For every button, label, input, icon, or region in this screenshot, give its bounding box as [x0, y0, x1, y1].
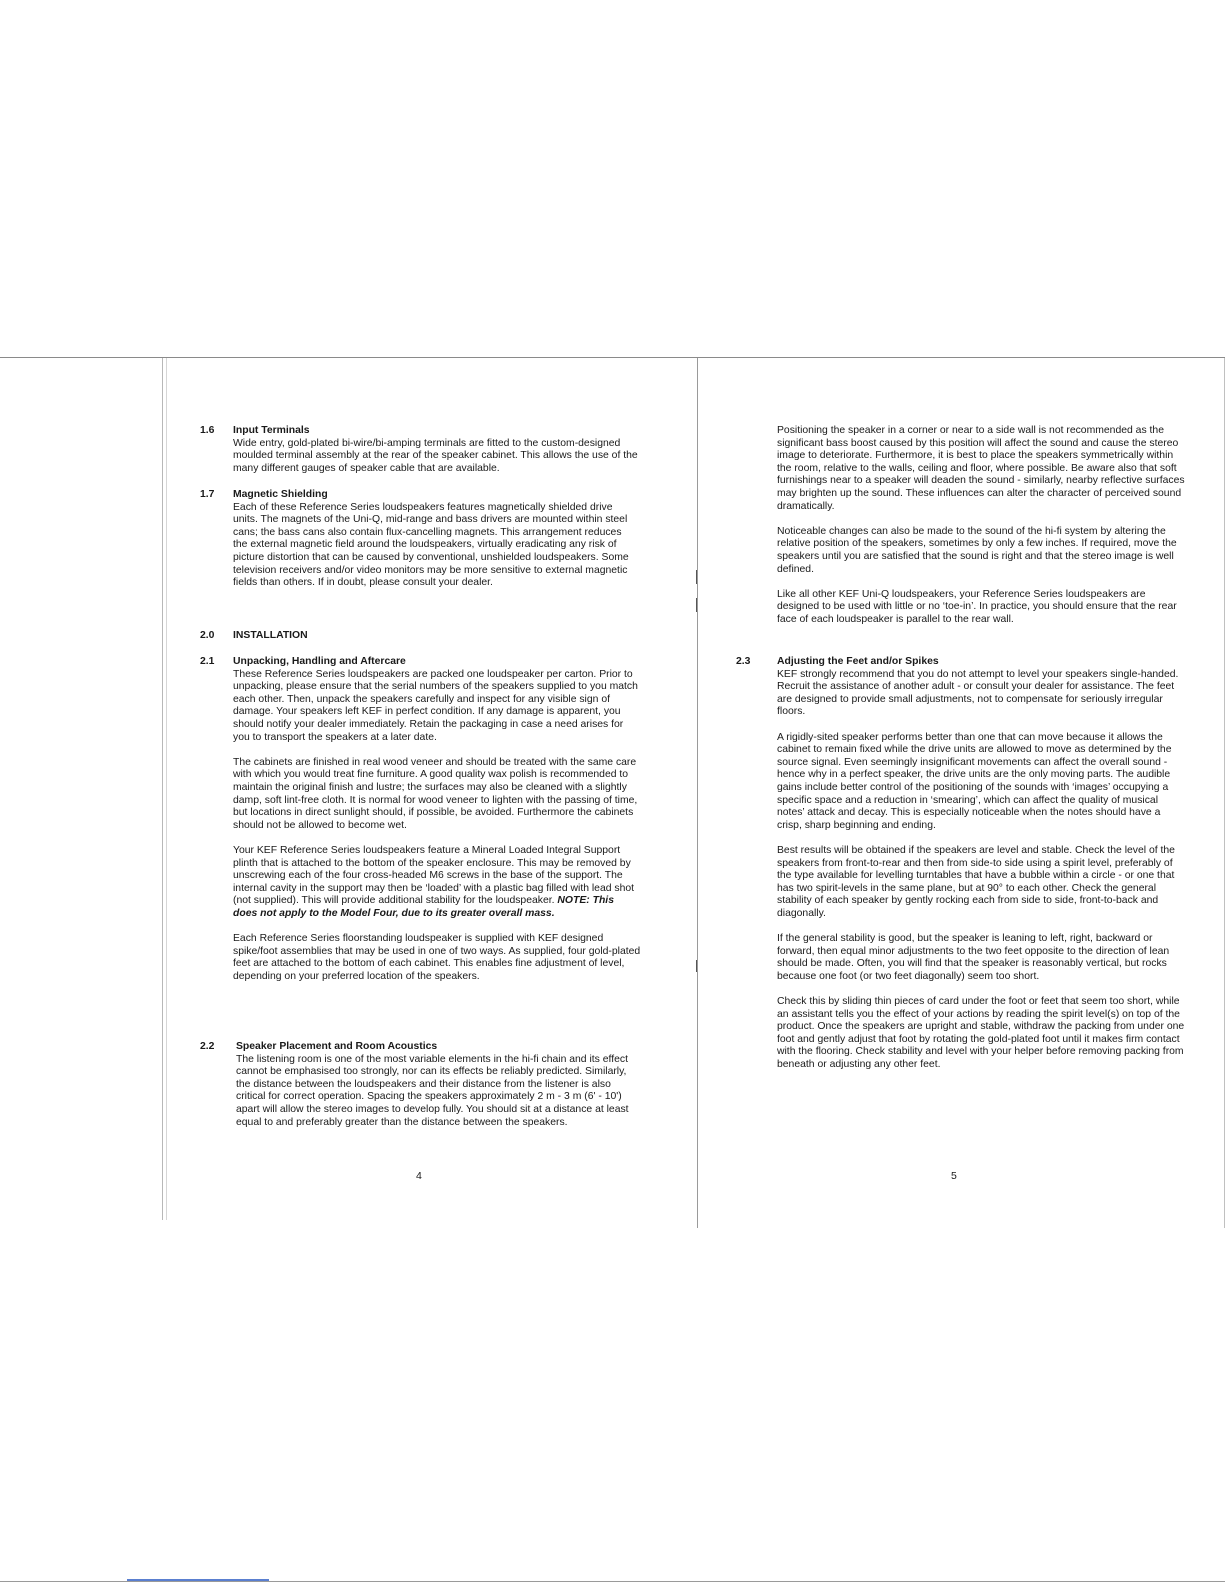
section-number: 2.1: [200, 656, 215, 667]
paragraph: Wide entry, gold-plated bi-wire/bi-amping terminals are fitted to the custom-designed moulded terminal assembly at the rear of the speaker cabinet. This allows the use of the many different gauges of speaker cable that are available.: [233, 437, 638, 474]
fold-tick: [696, 570, 697, 584]
paragraph: Like all other KEF Uni-Q loudspeakers, your Reference Series loudspeakers are designed to be used with little or no ‘toe-in’. In practice, you should ensure that the rear face of each loudspeaker is parallel to the rear wall.: [777, 588, 1177, 625]
section-title: Speaker Placement and Room Acoustics: [236, 1041, 438, 1052]
paragraph: Best results will be obtained if the speakers are level and stable. Check the level of the speakers from front-to-rear and then from side-to side using a spirit level, preferably of the type available for levelling turntables that have a bubble within a circle - or one that has two spirit-levels in the same plane, but at 90° to each other. Check the general stability of each speaker by gently rocking each from side to side, front-to-back and diagonally.: [777, 844, 1175, 919]
note-text: NOTE: This does not apply to the Model Four, due to its greater overall mass.: [233, 895, 614, 919]
paragraph: The listening room is one of the most variable elements in the hi-fi chain and its effect cannot be emphasised too strongly, nor can its effects be reliably predicted. Similarly, the distance between the loudspeakers and their distance from the listener is also critical for correct operation. Spacing the speakers approximately 2 m - 3 m (6' - 10') apart will allow the stereo images to develop fully. You should sit at a distance at least equal to and preferably greater than the distance between the speakers.: [236, 1053, 629, 1128]
paragraph: [233, 845, 641, 921]
page-number: 5: [951, 1170, 957, 1182]
fold-tick: [696, 960, 697, 972]
section-number: 2.3: [736, 656, 751, 667]
section-number: 2.0: [200, 630, 215, 641]
section-title: Unpacking, Handling and Aftercare: [233, 656, 406, 667]
fold-tick: [696, 598, 697, 612]
scan-bottom-rule: [0, 1581, 1225, 1582]
section-title: Magnetic Shielding: [233, 489, 328, 500]
paragraph: KEF strongly recommend that you do not attempt to level your speakers single-handed. Recruit the assistance of another adult - or consult your dealer for assistance. The feet are designed to provide small adjustments, not to compensate for seriously irregular floors.: [777, 668, 1179, 718]
paragraph-text: Your KEF Reference Series loudspeakers feature a Mineral Loaded Integral Support plinth that is attached to the bottom of the speaker enclosure. This may be removed by unscrewing each of the four cross-headed M6 screws in the base of the support. The internal cavity in the support may then be ‘loaded’ with a plastic bag filled with lead shot (not supplied). This will provide additional stability for the loudspeaker.: [233, 844, 635, 907]
center-fold-line: [697, 358, 698, 1228]
page-number: 4: [416, 1170, 422, 1182]
paragraph: Each of these Reference Series loudspeakers features magnetically shielded drive units. The magnets of the Uni-Q, mid-range and bass drivers are mounted within steel cans; the bass cans also contain flux-cancelling magnets. This arrangement reduces the external magnetic field around the loudspeakers, virtually eradicating any risk of picture distortion that can be caused by conventional, unshielded loudspeakers. Some television receivers and/or video monitors may be more sensitive to external magnetic fields than others. If in doubt, please consult your dealer.: [233, 501, 629, 589]
paragraph: Positioning the speaker in a corner or near to a side wall is not recommended as the significant bass boost caused by this position will affect the sound and cause the stereo image to deteriorate. Furthermore, it is best to place the speakers symmetrically within the room, relative to the walls, ceiling and floor, where possible. Be aware also that soft furnishings near to a speaker will deaden the sound - similarly, nearby reflective surfaces may brighten up the sound. These influences can alter the character of perceived sound dramatically.: [777, 425, 1185, 512]
section-number: 2.2: [200, 1041, 215, 1052]
paragraph: Each Reference Series floorstanding loudspeaker is supplied with KEF designed spike/foot assemblies that may be used in one of two ways. As supplied, four gold-plated feet are attached to the bottom of each cabinet. This enables fine adjustment of level, depending on your preferred location of the speakers.: [233, 933, 641, 982]
paragraph: Check this by sliding thin pieces of card under the foot or feet that seem too short, while an assistant tells you the effect of your actions by reading the spirit level(s) on top of the product. Once the speakers are upright and stable, withdraw the packing from under one foot and gently adjust that foot by rotating the gold-plated foot until it makes firm contact with the flooring. Check stability and level with your helper before removing packing from beneath or adjusting any other feet.: [777, 996, 1185, 1070]
paragraph: Noticeable changes can also be made to the sound of the hi-fi system by altering the relative position of the speakers, sometimes by only a few inches. If required, move the speakers until you are satisfied that the sound is right and that the stereo image is well defined.: [777, 525, 1177, 575]
scan-top-rule: [0, 357, 1225, 358]
left-binding-line: [162, 358, 163, 1220]
section-number: 1.6: [200, 425, 215, 436]
paragraph: The cabinets are finished in real wood veneer and should be treated with the same care with which you would treat fine furniture. A good quality wax polish is recommended to maintain the original finish and lustre; the surfaces may also be cleaned with a slightly damp, soft lint-free cloth. It is normal for wood veneer to lighten with the passing of time, but locations in direct sunlight should, if possible, be avoided. Furthermore the cabinets should not be allowed to become wet.: [233, 756, 638, 831]
intro-block: [777, 425, 1187, 627]
section-number: 1.7: [200, 489, 215, 500]
section-title: Input Terminals: [233, 425, 310, 436]
paragraph: These Reference Series loudspeakers are packed one loudspeaker per carton. Prior to unpacking, please ensure that the serial numbers of the speakers supplied to you match each other. Then, unpack the speakers carefully and inspect for any visible sign of damage. Your speakers left KEF in perfect condition. If any damage is apparent, you should notify your dealer immediately. Retain the packaging in case a need arises for you to transport the speakers at a later date.: [233, 668, 638, 743]
section-title: INSTALLATION: [233, 630, 308, 641]
section-title: Adjusting the Feet and/or Spikes: [777, 656, 939, 667]
scan-bottom-mark: [127, 1579, 269, 1581]
paragraph: If the general stability is good, but the speaker is leaning to left, right, backward or forward, then equal minor adjustments to the two feet opposite to the direction of lean should be made. Often, you will find that the speaker is reasonably vertical, but rocks because one foot (or two feet diagonally) seem too short.: [777, 933, 1170, 982]
paragraph: A rigidly-sited speaker performs better than one that can move because it allows the cabinet to remain fixed while the drive units are allowed to move as determined by the source signal. Even seemingly insignificant movements can affect the overall sound - hence why in a perfect speaker, the drive units are the only moving parts. The audible gains include better control of the positioning of the sounds with ‘images’ occupying a specific space and a reduction in ‘smearing’, which can affect the quality of musical notes’ attack and decay. This is especially noticeable when the notes should have a crisp, sharp beginning and ending.: [777, 731, 1172, 831]
left-binding-line-inner: [166, 358, 167, 1220]
